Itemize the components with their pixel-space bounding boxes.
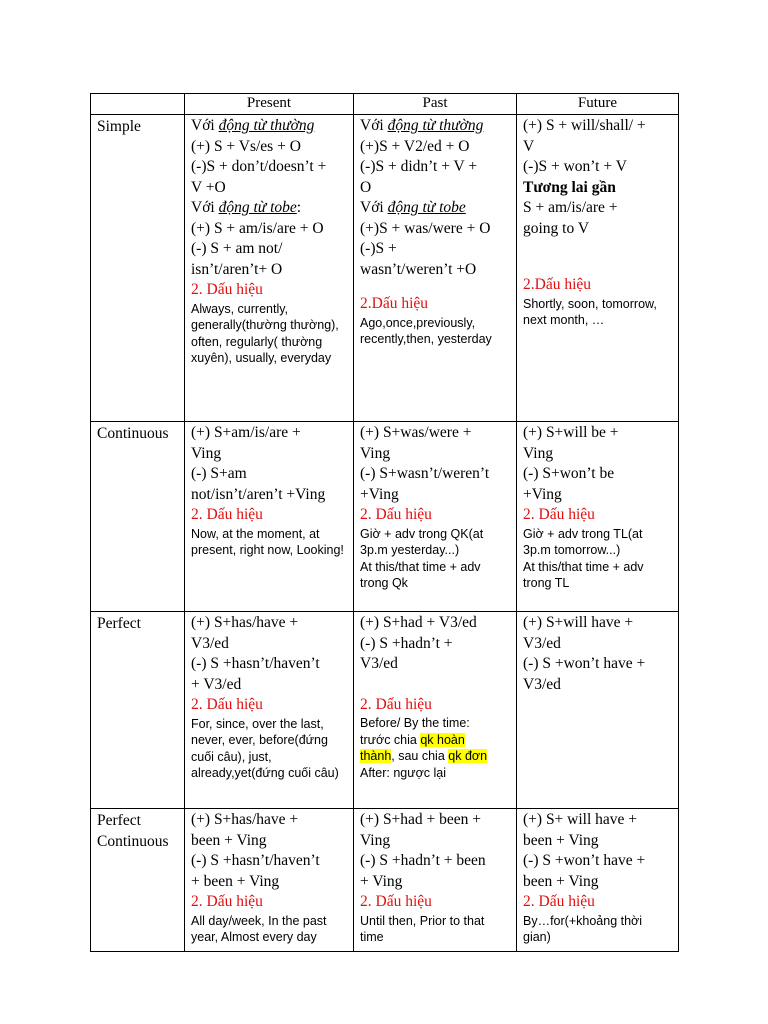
cell-simple-future: (+) S + will/shall/ + V (-)S + won’t + V Tương lai gần S + am/is/are + going to V 2.Dấu hiệu Shortly, soon, tomorrow, next month, … (517, 115, 679, 422)
signal-note: At this/that time + adv trong Qk (360, 559, 481, 590)
signal-note: Until then, Prior to that time (360, 913, 485, 944)
tenses-table (90, 93, 679, 952)
tense-name: Continuous (91, 422, 185, 612)
signal-label: 2. Dấu hiệu (360, 506, 432, 523)
signal-label: 2. Dấu hiệu (523, 893, 595, 910)
highlight: qk đơn (448, 749, 488, 763)
cell-simple-past: Với động từ thường (+)S + V2/ed + O (-)S + didn’t + V + O Với động từ tobe (+)S + was/were + O (-)S + wasn’t/weren’t +O 2.Dấu hiệu Ago,once,previously, recently,then, yesterday (354, 115, 517, 422)
cell-simple-present: Với động từ thường (+) S + Vs/es + O (-)S + don’t/doesn’t + V +O Với động từ tobe: (+) S + am/is/are + O (-) S + am not/ isn’t/aren’t+ O 2. Dấu hiệu Always, currently, generally(thường thường), often, regularly( thường xuyên), usually, everyday (185, 115, 354, 422)
cell-continuous-future: (+) S+will be + Ving (-) S+won’t be +Ving 2. Dấu hiệu Giờ + adv trong TL(at 3p.m tomorrow...) At this/that time + adv trong TL (517, 422, 679, 612)
highlight: qk hoàn (420, 732, 465, 747)
signal-note: Always, currently, generally(thường thường), often, regularly( thường xuyên), usually, everyday (191, 301, 339, 365)
signal-label: 2. Dấu hiệu (191, 506, 263, 523)
signal-note: For, since, over the last, never, ever, before(đứng cuối câu), just, already,yet(đứng cuối câu) (191, 716, 339, 780)
header-past: Past (354, 94, 517, 115)
tense-name: Perfect (91, 612, 185, 809)
signal-label: 2. Dấu hiệu (360, 893, 432, 910)
tense-name: Simple (91, 115, 185, 422)
signal-note: Giờ + adv trong TL(at 3p.m tomorrow...) (523, 526, 643, 557)
cell-perfect-past: (+) S+had + V3/ed (-) S +hadn’t + V3/ed 2. Dấu hiệu Before/ By the time: trước chia qk hoàn thành, sau chia qk đơn After: ngược lại (354, 612, 517, 809)
signal-label: 2.Dấu hiệu (523, 276, 592, 293)
cell-continuous-present: (+) S+am/is/are + Ving (-) S+am not/isn’t/aren’t +Ving 2. Dấu hiệu Now, at the moment, at present, right now, Looking! (185, 422, 354, 612)
cell-perfect-present: (+) S+has/have + V3/ed (-) S +hasn’t/haven’t + V3/ed 2. Dấu hiệu For, since, over the last, never, ever, before(đứng cuối câu), just, already,yet(đứng cuối câu) (185, 612, 354, 809)
signal-note: Ago,once,previously, recently,then, yesterday (360, 315, 492, 346)
header-empty (91, 94, 185, 115)
header-row (91, 94, 679, 115)
signal-label: 2.Dấu hiệu (360, 295, 429, 312)
signal-label: 2. Dấu hiệu (191, 893, 263, 910)
cell-perfect-continuous-present: (+) S+has/have + been + Ving (-) S +hasn’t/haven’t + been + Ving 2. Dấu hiệu All day/week, In the past year, Almost every day (185, 809, 354, 952)
signal-label: 2. Dấu hiệu (191, 281, 263, 298)
row-perfect-continuous (91, 809, 679, 952)
cell-perfect-future: (+) S+will have + V3/ed (-) S +won’t have + V3/ed (517, 612, 679, 809)
signal-label: 2. Dấu hiệu (360, 695, 432, 713)
cell-continuous-past: (+) S+was/were + Ving (-) S+wasn’t/weren’t +Ving 2. Dấu hiệu Giờ + adv trong QK(at 3p.m yesterday...) At this/that time + adv trong Qk (354, 422, 517, 612)
signal-note: Shortly, soon, tomorrow, next month, … (523, 296, 657, 327)
signal-note: By…for(+khoảng thời gian) (523, 913, 643, 944)
cell-perfect-continuous-future: (+) S+ will have + been + Ving (-) S +won’t have + been + Ving 2. Dấu hiệu By…for(+khoảng thời gian) (517, 809, 679, 952)
signal-note: At this/that time + adv trong TL (523, 559, 644, 590)
header-present: Present (185, 94, 354, 115)
signal-note: All day/week, In the past year, Almost every day (191, 913, 327, 944)
header-future: Future (517, 94, 679, 115)
signal-note: Giờ + adv trong QK(at 3p.m yesterday...) (360, 526, 484, 557)
signal-label: 2. Dấu hiệu (191, 696, 263, 713)
row-simple (91, 115, 679, 422)
row-continuous (91, 422, 679, 612)
tense-name: Perfect Continuous (91, 809, 185, 952)
signal-note: Now, at the moment, at present, right now, Looking! (191, 526, 344, 557)
cell-perfect-continuous-past: (+) S+had + been + Ving (-) S +hadn’t + been + Ving 2. Dấu hiệu Until then, Prior to that time (354, 809, 517, 952)
row-perfect (91, 612, 679, 809)
signal-label: 2. Dấu hiệu (523, 506, 595, 523)
highlight: thành (360, 749, 392, 763)
